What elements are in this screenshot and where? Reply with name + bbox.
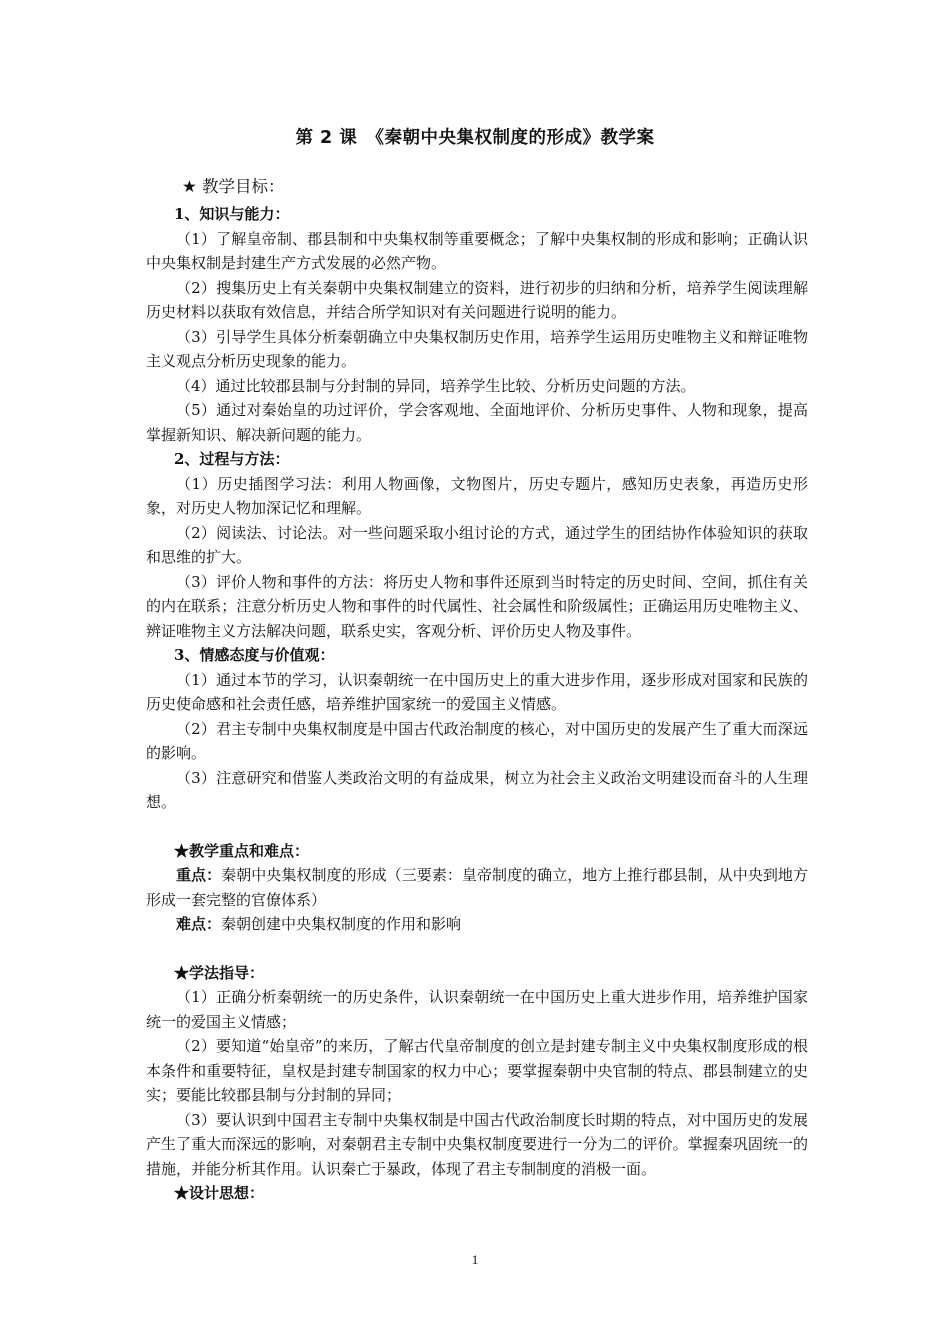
knowledge-item-5: （5）通过对秦始皇的功过评价，学会客观地、全面地评价、分析历史事件、人物和现象，提高掌握新知识、解决新问题的能力。 bbox=[146, 401, 808, 444]
section-values-heading: 3、情感态度与价值观： bbox=[174, 646, 335, 664]
process-item-1: （1）历史插图学习法：利用人物画像，文物图片，历史专题片，感知历史表象，再造历史形象，对历史人物加深记忆和理解。 bbox=[146, 474, 808, 517]
key-point-paragraph bbox=[146, 863, 808, 912]
process-item-2: （2）阅读法、讨论法。对一些问题采取小组讨论的方式，通过学生的团结协作体验知识的获取和思维的扩大。 bbox=[146, 523, 808, 566]
section-knowledge-heading: 1、知识与能力： bbox=[174, 205, 290, 223]
section-process-heading: 2、过程与方法： bbox=[174, 450, 290, 468]
study-item-1: （1）正确分析秦朝统一的历史条件，认识秦朝统一在中国历史上重大进步作用，培养维护国家统一的爱国主义情感； bbox=[146, 988, 808, 1031]
page-number: 1 bbox=[471, 1252, 479, 1267]
knowledge-item-3: （3）引导学生具体分析秦朝确立中央集权制历史作用，培养学生运用历史唯物主义和辩证唯物主义观点分析历史现象的能力。 bbox=[146, 327, 808, 370]
spacer bbox=[146, 937, 808, 961]
values-item-1: （1）通过本节的学习，认识秦朝统一在中国历史上的重大进步作用，逐步形成对国家和民族的历史使命感和社会责任感，培养维护国家统一的爱国主义情感。 bbox=[146, 670, 808, 713]
key-point-text: 秦朝中央集权制度的形成（三要素：皇帝制度的确立，地方上推行郡县制，从中央到地方形成一套完整的官僚体系） bbox=[146, 866, 808, 909]
knowledge-item-4: （4）通过比较郡县制与分封制的异同，培养学生比较、分析历史问题的方法。 bbox=[176, 376, 696, 395]
spacer bbox=[146, 815, 808, 839]
knowledge-item-2: （2）搜集历史上有关秦朝中央集权制建立的资料，进行初步的归纳和分析，培养学生阅读理解历史材料以获取有效信息，并结合所学知识对有关问题进行说明的能力。 bbox=[146, 278, 808, 321]
study-item-2: （2）要知道“始皇帝”的来历，了解古代皇帝制度的创立是封建专制主义中央集权制度形成的根本条件和重要特征，皇权是封建专制国家的权力中心；要掌握秦朝中央官制的特点、郡县制建立的史实；要能比较郡县制与分封制的异同； bbox=[146, 1037, 808, 1104]
knowledge-item-1: （1）了解皇帝制、郡县制和中央集权制等重要概念；了解中央集权制的形成和影响；正确认识中央集权制是封建生产方式发展的必然产物。 bbox=[146, 229, 808, 272]
key-point-label: 重点： bbox=[176, 866, 222, 884]
study-guide-heading: ★学法指导： bbox=[174, 963, 265, 982]
document-title: 第 2 课 《秦朝中央集权制度的形成》教学案 bbox=[295, 128, 655, 148]
process-item-3: （3）评价人物和事件的方法：将历史人物和事件还原到当时特定的历史时间、空间，抓住有关的内在联系；注意分析历史人物和事件的时代属性、社会属性和阶级属性；正确运用历史唯物主义、辨证唯物主义方法解决问题，联系史实，客观分析、评价历史人物及事件。 bbox=[146, 572, 808, 640]
values-item-3: （3）注意研究和借鉴人类政治文明的有益成果，树立为社会主义政治文明建设而奋斗的人生理想。 bbox=[146, 768, 808, 811]
difficulty-text: 秦朝创建中央集权制度的作用和影响 bbox=[221, 915, 462, 933]
study-item-3: （3）要认识到中国君主专制中央集权制是中国古代政治制度长时期的特点，对中国历史的发展产生了重大而深远的影响，对秦朝君主专制中央集权制度要进行一分为二的评价。掌握秦巩固统一的措施，并能分析其作用。认识秦亡于暴政，体现了君主专制制度的消极一面。 bbox=[146, 1110, 808, 1178]
difficulty-paragraph bbox=[146, 912, 808, 937]
key-points-heading: ★教学重点和难点： bbox=[174, 841, 310, 860]
difficulty-label: 难点： bbox=[176, 915, 222, 933]
document-body bbox=[146, 174, 808, 1206]
objectives-heading: ★ 教学目标： bbox=[182, 177, 285, 196]
values-item-2: （2）君主专制中央集权制度是中国古代政治制度的核心，对中国历史的发展产生了重大而深远的影响。 bbox=[146, 719, 808, 762]
design-heading: ★设计思想： bbox=[174, 1184, 265, 1202]
